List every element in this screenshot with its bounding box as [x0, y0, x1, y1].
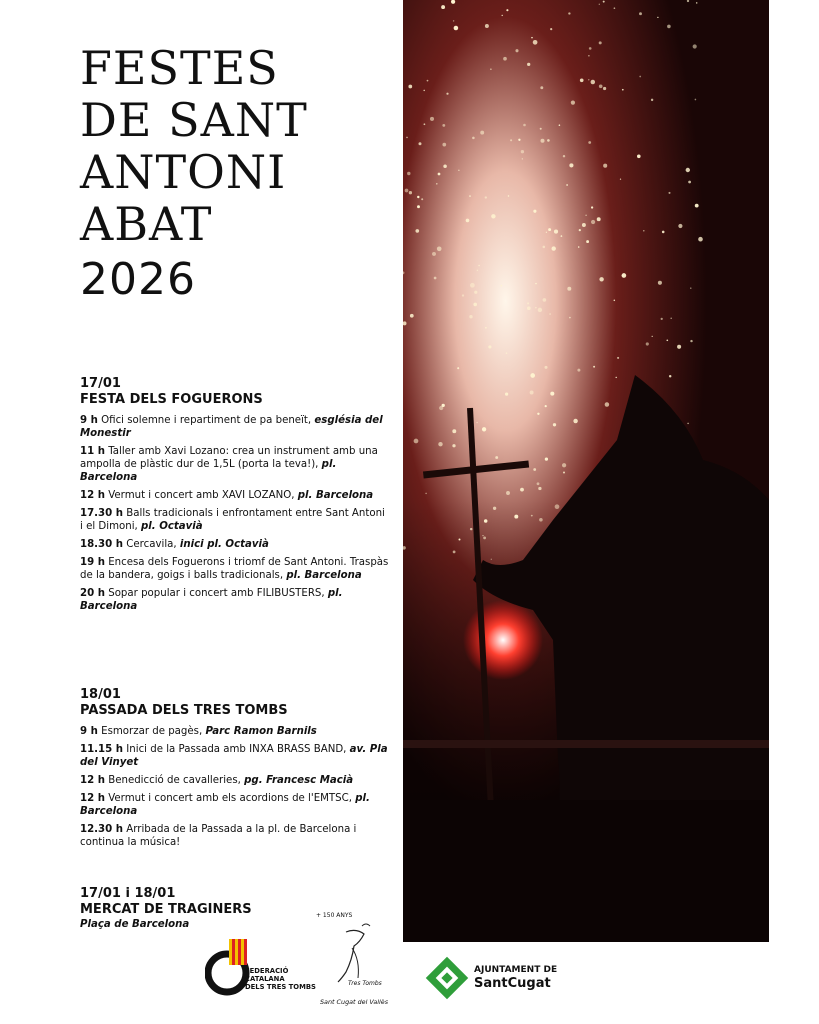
spark — [469, 315, 472, 318]
spark — [615, 377, 616, 378]
spark — [478, 265, 480, 267]
event-item — [80, 538, 390, 551]
spark — [695, 204, 699, 208]
spark — [474, 291, 477, 294]
spark — [410, 314, 414, 318]
spark — [506, 9, 508, 11]
event-item — [80, 445, 390, 484]
spark — [503, 57, 507, 61]
fire-procession-photo — [403, 0, 769, 942]
event-time: 20 h — [80, 588, 105, 599]
spark — [483, 537, 486, 540]
spark — [414, 439, 419, 444]
event-desc: Vermut i concert amb els acordions de l'EMTSC, — [108, 793, 352, 804]
spark — [523, 124, 526, 127]
day2-title: PASSADA DELS TRES TOMBS — [80, 703, 288, 718]
spark — [599, 277, 603, 281]
day2-event-list — [80, 725, 390, 849]
spark — [446, 93, 448, 95]
spark — [537, 413, 539, 415]
spark — [424, 123, 426, 125]
event-place: pl. Barcelona — [80, 459, 337, 483]
spark — [567, 287, 571, 291]
spark — [521, 150, 524, 153]
tres-tombs-bottom-text: Sant Cugat del Vallès — [320, 998, 389, 1006]
event-place: pl. Barcelona — [80, 588, 343, 612]
spark — [515, 49, 518, 52]
spark — [603, 87, 606, 90]
federacio-line-1: FEDERACIÓ — [245, 967, 289, 975]
spark — [438, 173, 441, 176]
spark — [539, 518, 543, 522]
spark — [667, 25, 671, 29]
spark — [505, 392, 508, 395]
spark — [480, 131, 484, 135]
event-place: pl. Octavià — [141, 521, 203, 532]
spark — [545, 405, 547, 407]
spark — [568, 12, 570, 14]
event-place: pl. Barcelona — [80, 793, 370, 817]
spark — [427, 80, 429, 82]
spark — [533, 210, 536, 213]
spark — [437, 246, 442, 251]
spark — [639, 12, 642, 15]
event-time: 9 h — [80, 415, 98, 426]
day1-date: 17/01 — [80, 376, 121, 391]
federacio-line-2: CATALANA — [245, 975, 285, 983]
spark — [477, 270, 478, 271]
spark — [417, 196, 419, 198]
spark — [540, 128, 542, 130]
event-time: 19 h — [80, 557, 105, 568]
spark — [438, 442, 442, 446]
spark — [506, 352, 508, 354]
event-time: 11.15 h — [80, 744, 124, 755]
spark — [549, 313, 551, 315]
event-time: 9 h — [80, 726, 98, 737]
spark — [458, 538, 460, 540]
event-time: 12 h — [80, 490, 105, 501]
spark — [405, 189, 409, 193]
event-place: pl. Barcelona — [286, 570, 362, 581]
spark — [561, 235, 563, 237]
ajuntament-line-2: SantCugat — [474, 976, 551, 991]
event-place: inici pl. Octavià — [179, 539, 269, 550]
spark — [657, 17, 658, 18]
spark — [453, 551, 456, 554]
spark — [415, 229, 419, 233]
spark — [458, 170, 459, 171]
spark — [622, 273, 627, 278]
title-line-3: ANTONI — [80, 145, 287, 199]
spark — [698, 237, 703, 242]
event-desc: Taller amb Xavi Lozano: crea un instrument amb una ampolla de plàstic dur de 1,5L (porta la teva!), — [80, 446, 378, 470]
spark — [501, 285, 502, 286]
event-item — [80, 489, 390, 502]
event-place: Parc Ramon Barnils — [205, 726, 317, 737]
spark — [579, 229, 581, 231]
spark — [546, 232, 547, 233]
spark — [527, 302, 529, 304]
spark — [506, 491, 510, 495]
spark — [589, 47, 592, 50]
spark — [553, 423, 556, 426]
spark — [484, 519, 488, 523]
day1-event-list — [80, 414, 390, 613]
spark — [637, 155, 641, 159]
spark — [485, 196, 487, 198]
spark — [518, 139, 520, 141]
spark — [501, 15, 502, 16]
event-item — [80, 507, 390, 533]
spark — [599, 4, 600, 5]
spark — [690, 287, 691, 288]
spark — [563, 471, 565, 473]
spark — [599, 84, 603, 88]
spark — [490, 68, 492, 70]
spark — [639, 76, 641, 78]
spark — [508, 195, 509, 196]
spark — [569, 163, 573, 167]
spark — [485, 24, 489, 28]
event-desc: Arribada de la Passada a la pl. de Barcelona i continua la música! — [80, 824, 357, 848]
spark — [535, 307, 536, 308]
spark — [476, 422, 478, 424]
spark — [652, 336, 653, 337]
spark — [591, 220, 595, 224]
spark — [436, 183, 438, 185]
spark — [421, 198, 423, 200]
spark — [417, 205, 420, 208]
spark — [527, 306, 531, 310]
spark — [599, 41, 602, 44]
spark — [454, 26, 459, 31]
spark — [520, 488, 524, 492]
spark — [591, 80, 595, 84]
spark — [695, 99, 697, 101]
spark — [423, 90, 425, 92]
spark — [688, 181, 691, 184]
spark — [452, 444, 455, 447]
spark — [443, 165, 447, 169]
event-desc: Sopar popular i concert amb FILIBUSTERS, — [108, 588, 325, 599]
spark — [441, 5, 445, 9]
spark — [430, 117, 434, 121]
ajuntament-logo — [424, 955, 574, 1003]
federacio-text — [245, 967, 316, 991]
day1-section — [80, 376, 390, 618]
event-place: església del Monestir — [80, 415, 383, 439]
spark — [434, 277, 437, 280]
spark — [533, 40, 538, 45]
spark — [661, 318, 663, 320]
spark — [690, 340, 692, 342]
photo-illustration — [403, 0, 769, 942]
spark — [593, 366, 595, 368]
spark — [651, 99, 653, 101]
spark — [669, 375, 671, 377]
spark — [522, 158, 523, 159]
spark — [545, 457, 548, 460]
spark — [457, 367, 459, 369]
spark — [472, 137, 475, 140]
spark — [543, 298, 547, 302]
event-time: 11 h — [80, 446, 105, 457]
spark — [470, 283, 475, 288]
spark — [466, 219, 470, 223]
spark — [543, 246, 546, 249]
spark — [687, 423, 689, 425]
spark — [582, 223, 586, 227]
spark — [453, 20, 455, 22]
spark — [538, 308, 542, 312]
spark — [666, 339, 668, 341]
spark — [482, 535, 483, 536]
spark — [547, 139, 550, 142]
spark — [573, 419, 577, 423]
spark — [548, 228, 551, 231]
event-item — [80, 823, 390, 849]
event-item — [80, 743, 390, 769]
market-date: 17/01 i 18/01 — [80, 886, 176, 901]
event-item — [80, 587, 390, 613]
spark — [620, 179, 621, 180]
spark — [622, 89, 624, 91]
event-desc: Ofici solemne i repartiment de pa beneït, — [101, 415, 312, 426]
spark — [658, 281, 662, 285]
tres-tombs-mid-text: Tres Tombs — [348, 980, 382, 987]
title-line-1: FESTES — [80, 41, 279, 95]
day2-date: 18/01 — [80, 687, 121, 702]
spark — [677, 345, 681, 349]
spark — [614, 300, 616, 302]
spark — [485, 327, 487, 329]
spark — [469, 195, 471, 197]
spark — [530, 391, 534, 395]
spark — [577, 369, 580, 372]
poster-title — [80, 42, 308, 306]
spark — [535, 283, 536, 284]
tres-tombs-top-text: + 150 ANYS — [316, 912, 353, 919]
spark — [585, 214, 587, 216]
spark — [408, 85, 412, 89]
spark — [617, 357, 619, 359]
spark — [432, 252, 436, 256]
spark — [603, 164, 607, 168]
event-desc: Balls tradicionals i enfrontament entre Sant Antoni i el Dimoni, — [80, 508, 385, 532]
spark — [554, 230, 558, 234]
spark — [488, 345, 491, 348]
spark — [442, 124, 445, 127]
spark — [571, 100, 575, 104]
event-time: 18.30 h — [80, 539, 124, 550]
spark — [643, 230, 645, 232]
spark — [482, 427, 486, 431]
spark — [538, 487, 541, 490]
title-year: 2026 — [80, 254, 196, 305]
spark — [552, 246, 556, 250]
day2-section — [80, 687, 390, 854]
day1-title: FESTA DELS FOGUERONS — [80, 392, 263, 407]
spark — [696, 2, 698, 4]
sant-cugat-emblem-icon — [424, 955, 470, 1001]
event-desc: Inici de la Passada amb INXA BRASS BAND, — [126, 744, 347, 755]
spark — [462, 294, 464, 296]
spark — [493, 507, 496, 510]
spark — [646, 342, 649, 345]
spark — [662, 231, 665, 234]
spark — [686, 168, 690, 172]
spark — [588, 141, 591, 144]
event-desc: Benedicció de cavalleries, — [108, 775, 241, 786]
title-line-4: ABAT — [80, 197, 213, 251]
spark — [473, 303, 477, 307]
event-item — [80, 725, 390, 738]
event-item — [80, 556, 390, 582]
event-desc: Cercavila, — [126, 539, 177, 550]
spark — [470, 528, 472, 530]
spark — [580, 78, 584, 82]
spark — [550, 28, 552, 30]
spark — [550, 392, 554, 396]
spark — [591, 206, 593, 208]
event-desc: Vermut i concert amb XAVI LOZANO, — [108, 490, 295, 501]
spark — [540, 86, 543, 89]
event-item — [80, 414, 390, 440]
market-place: Plaça de Barcelona — [80, 919, 190, 930]
spark — [495, 456, 498, 459]
spark — [510, 139, 512, 141]
spark — [531, 37, 533, 39]
spark — [668, 192, 670, 194]
spark — [544, 366, 547, 369]
event-desc: Encesa dels Foguerons i triomf de Sant Antoni. Traspàs de la bandera, goigs i balls tradicionals, — [80, 557, 389, 581]
spark — [514, 515, 518, 519]
spark — [419, 142, 422, 145]
spark — [586, 240, 589, 243]
event-place: av. Pla del Vinyet — [80, 744, 388, 768]
spark — [693, 44, 697, 48]
spark — [588, 55, 590, 57]
event-time: 17.30 h — [80, 508, 124, 519]
event-item — [80, 792, 390, 818]
spark — [566, 184, 568, 186]
spark — [540, 139, 544, 143]
event-item — [80, 774, 390, 787]
event-place: pl. Barcelona — [297, 490, 374, 501]
spark — [533, 468, 536, 471]
spark — [555, 504, 560, 509]
event-time: 12 h — [80, 775, 105, 786]
ajuntament-line-1: AJUNTAMENT DE — [474, 965, 558, 975]
spark — [527, 63, 530, 66]
spark — [603, 1, 605, 3]
spark — [530, 373, 535, 378]
spark — [563, 155, 565, 157]
event-desc: Esmorzar de pagès, — [101, 726, 203, 737]
event-time: 12.30 h — [80, 824, 124, 835]
spark — [442, 404, 445, 407]
spark — [605, 402, 610, 407]
spark — [537, 482, 540, 485]
title-line-2: DE SANT — [80, 93, 308, 147]
event-place: pg. Francesc Macià — [244, 775, 354, 786]
spark — [578, 246, 580, 248]
spark — [407, 172, 410, 175]
spark — [588, 79, 589, 80]
spark — [491, 214, 495, 218]
spark — [409, 191, 412, 194]
event-time: 12 h — [80, 793, 105, 804]
spark — [406, 137, 408, 139]
spark — [597, 217, 601, 221]
federacio-logo — [205, 937, 316, 1001]
spark — [491, 559, 492, 560]
spark — [614, 7, 616, 9]
spark — [559, 124, 561, 126]
spark — [670, 318, 672, 320]
market-title: MERCAT DE TRAGINERS — [80, 902, 252, 917]
spark — [562, 463, 566, 467]
spark — [531, 515, 533, 517]
spark — [442, 143, 446, 147]
spark — [569, 317, 571, 319]
spark — [678, 224, 682, 228]
spark — [452, 429, 456, 433]
tres-tombs-logo — [316, 912, 389, 1010]
federacio-line-3: DELS TRES TOMBS — [245, 983, 316, 991]
spark — [425, 493, 427, 495]
